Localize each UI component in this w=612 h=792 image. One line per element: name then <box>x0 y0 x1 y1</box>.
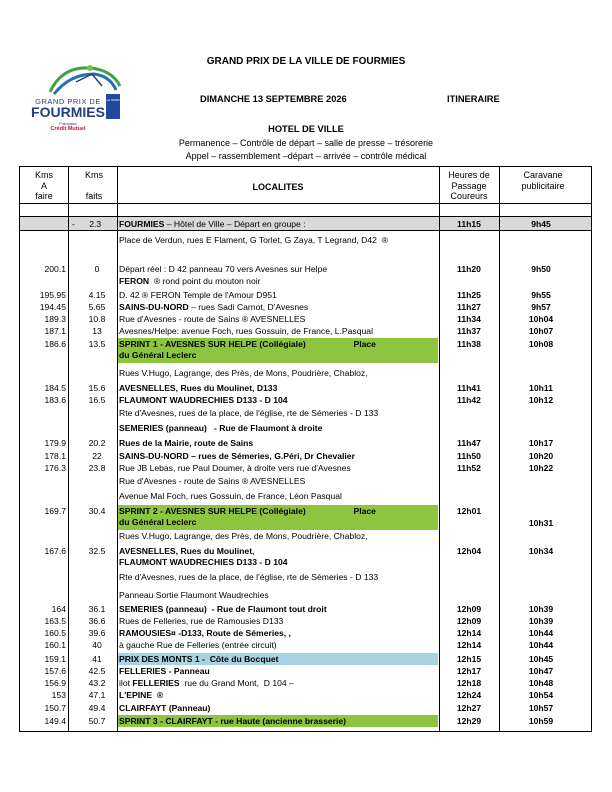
kms-a-faire-cell: 160.5 <box>44 628 66 638</box>
header-heures <box>440 170 498 202</box>
kms-a-faire-cell: 153 <box>51 690 66 700</box>
localite-cell <box>119 395 458 405</box>
passage-time-cell: 12h29 <box>456 716 482 726</box>
localite-cell <box>119 302 458 312</box>
header-kms-a-faire-1: Kms <box>35 170 53 180</box>
passage-time-cell: 12h15 <box>456 654 482 664</box>
localite-text: Rues de Felleries, rue de Ramousies D133 <box>119 616 284 626</box>
localite-cell <box>119 408 458 418</box>
kms-faits-cell: 41 <box>92 654 102 664</box>
kms-faits-cell: 43.2 <box>88 678 106 688</box>
passage-time-cell: 12h18 <box>456 678 482 688</box>
kms-a-faire-cell: 159.1 <box>44 654 66 664</box>
localite-text: FERON <box>119 276 150 286</box>
kms-a-faire-cell: 200.1 <box>44 264 66 274</box>
localite-text: SAINS-DU-NORD – rues de Sémeries, G.Péri, Dr Chevalier <box>119 451 355 461</box>
kms-faits-cell: - 2.3 <box>72 219 102 229</box>
caravane-time-cell: 10h59 <box>528 716 554 726</box>
localite-cell <box>119 604 458 614</box>
caravane-time-cell: 10h08 <box>528 339 554 349</box>
kms-faits-cell: 20.2 <box>88 438 106 448</box>
caravane-time-cell: 10h39 <box>528 604 554 614</box>
caravane-time-cell: 10h47 <box>528 666 554 676</box>
localite-text: ® rond point du mouton noir <box>149 276 261 286</box>
passage-time-cell: 12h24 <box>456 690 482 700</box>
header-kms-a-faire <box>20 170 68 202</box>
localite-cell <box>119 572 458 582</box>
localite-cell <box>119 678 458 688</box>
kms-a-faire-cell: 178.1 <box>44 451 66 461</box>
hotel-heading: HOTEL DE VILLE <box>268 124 344 134</box>
passage-time-cell: 11h50 <box>457 451 481 461</box>
header-caravane-2: publicitaire <box>521 180 565 191</box>
localite-cell <box>119 290 458 300</box>
localite-text: Rues V.Hugo, Lagrange, des Près, de Mons, Poudrière, Chabloz, <box>119 531 368 541</box>
kms-faits-cell: 32.5 <box>88 546 106 556</box>
localite-text: Avesnes/Helpe: avenue Foch, rues Gossuin, de France, L.Pasqual <box>119 326 373 336</box>
kms-faits-cell: 4.15 <box>88 290 106 300</box>
kms-a-faire-cell: 184.5 <box>44 383 66 393</box>
caravane-time-cell: 10h11 <box>529 383 553 393</box>
localite-text: Départ réel : D 42 panneau 70 vers Avesnes sur Helpe <box>119 264 328 274</box>
kms-faits-cell: 5.65 <box>88 302 106 312</box>
caravane-time-cell: 9h55 <box>531 290 551 300</box>
kms-a-faire-cell: 189.3 <box>44 314 66 324</box>
kms-faits-cell: 47.1 <box>88 690 106 700</box>
localite-text: Rues V.Hugo, Lagrange, des Près, de Mons, Poudrière, Chabloz, <box>119 368 368 378</box>
kms-a-faire-cell: 195.95 <box>39 290 66 300</box>
kms-faits-cell: 15.6 <box>88 383 106 393</box>
localite-text: Place de Verdun, rues E Flament, G Torlet, G Zaya, T Legrand, D42 ® <box>119 235 389 245</box>
col-divider-1 <box>68 166 69 732</box>
race-date: DIMANCHE 13 SEPTEMBRE 2026 <box>200 94 347 104</box>
localite-cell <box>119 640 458 650</box>
localite-cell <box>119 703 458 713</box>
localite-text: SPRINT 1 - AVESNES SUR HELPE (Collégiale) Place <box>119 339 376 349</box>
caravane-time-cell: 10h22 <box>528 463 554 473</box>
localite-text: PRIX DES MONTS 1 - Côte du Bocquet <box>119 654 279 664</box>
caravane-time-cell: 10h20 <box>528 451 554 461</box>
kms-a-faire-cell: 164 <box>51 604 66 614</box>
passage-time-cell: 12h01 <box>456 506 482 516</box>
localite-text: – rues Sadi Carnot, D'Avesnes <box>188 302 309 312</box>
start-divider <box>19 216 592 217</box>
passage-time-cell: 12h09 <box>456 616 482 626</box>
header-kms-a-faire-2: A <box>40 180 47 191</box>
caravane-time-cell: 10h34 <box>528 546 554 556</box>
kms-a-faire-cell: 160.1 <box>44 640 66 650</box>
localite-cell <box>119 666 458 676</box>
col-divider-2 <box>117 166 118 732</box>
kms-faits-cell: 50.7 <box>88 716 106 726</box>
logo-text-small: Française <box>59 121 77 126</box>
passage-time-cell: 11h20 <box>457 264 481 274</box>
caravane-time-cell: 10h57 <box>528 703 554 713</box>
localite-text: Rue JB Lebas, rue Paul Doumer, à droite vers rue d'Avesnes <box>119 463 351 473</box>
kms-a-faire-cell: 157.6 <box>44 666 66 676</box>
passage-time-cell: 11h47 <box>457 438 481 448</box>
logo-text-main: FOURMIES <box>31 104 105 120</box>
logo-badge <box>106 94 120 119</box>
kms-a-faire-cell: 176.3 <box>44 463 66 473</box>
kms-faits-cell: 16.5 <box>88 395 106 405</box>
caravane-time-cell: 10h12 <box>528 395 554 405</box>
localite-cell <box>119 235 458 245</box>
kms-faits-cell: 10.8 <box>88 314 106 324</box>
localite-cell <box>119 314 458 324</box>
localite-text: FLAUMONT WAUDRECHIES D133 - D 104 <box>119 395 288 405</box>
kms-faits-cell: 22 <box>92 451 102 461</box>
localite-text: AVESNELLES, Rues du Moulinet, D133 <box>119 383 278 393</box>
localite-cell <box>119 628 458 638</box>
caravane-time-cell: 10h17 <box>528 438 554 448</box>
localite-text: L'EPINE ® <box>119 690 164 700</box>
localite-text: Rte d'Avesnes, rues de la place, de l'église, rte de Sémeries - D 133 <box>119 408 379 418</box>
localite-text: FOURMIES <box>119 219 165 229</box>
localite-cell <box>119 531 458 541</box>
header-caravane-1: Caravane <box>523 170 563 180</box>
itinerary-label: ITINERAIRE <box>447 94 500 104</box>
localite-cell <box>119 506 458 527</box>
localite-text: FELLERIES <box>132 678 180 688</box>
localite-text: SPRINT 2 - AVESNES SUR HELPE (Collégiale) Place <box>119 506 376 516</box>
localite-cell <box>119 264 458 274</box>
document-title: GRAND PRIX DE LA VILLE DE FOURMIES <box>206 56 406 67</box>
passage-time-cell: 12h27 <box>456 703 482 713</box>
localite-cell <box>119 654 458 664</box>
kms-a-faire-cell: 149.4 <box>44 716 66 726</box>
caravane-time-cell: 10h04 <box>528 314 554 324</box>
localite-text: SEMERIES (panneau) - Rue de Flaumont tout droit <box>119 604 327 614</box>
logo-sponsor: Crédit Mutuel <box>50 126 86 132</box>
row-divider <box>19 230 592 231</box>
localite-text: Rue d'Avesnes - route de Sains ® AVESNELLES <box>119 314 306 324</box>
kms-a-faire-cell: 167.6 <box>44 546 66 556</box>
localite-text: – Hôtel de Ville – Départ en groupe : <box>164 219 306 229</box>
passage-time-cell: 11h37 <box>457 326 481 336</box>
localite-text: CLAIRFAYT (Panneau) <box>119 703 211 713</box>
localite-cell <box>119 326 458 336</box>
localite-text: AVESNELLES, Rues du Moulinet, <box>119 546 255 556</box>
localite-cell <box>119 590 458 600</box>
localite-cell <box>119 339 458 360</box>
passage-time-cell: 12h14 <box>456 640 482 650</box>
caravane-time-cell: 10h54 <box>528 690 554 700</box>
hotel-services-1: Permanence – Contrôle de départ – salle de presse – trésorerie <box>178 138 434 148</box>
passage-time-cell: 11h25 <box>457 290 481 300</box>
localite-cell <box>119 491 458 501</box>
localite-text: FELLERIES - Panneau <box>119 666 210 676</box>
caravane-time-cell: 10h39 <box>528 616 554 626</box>
kms-faits-cell: 0 <box>94 264 100 274</box>
header-kms-a-faire-3: faire <box>35 191 53 201</box>
header-heures-1: Heures de <box>448 170 490 180</box>
logo-text-top: GRAND PRIX DE <box>35 97 101 106</box>
header-caravane <box>502 170 584 191</box>
caravane-time-cell: 9h45 <box>531 219 551 229</box>
kms-a-faire-cell: 183.6 <box>44 395 66 405</box>
localite-cell <box>119 690 458 700</box>
localite-cell <box>119 276 458 286</box>
header-heures-2: Passage <box>451 180 487 191</box>
localite-text: Rues de la Mairie, route de Sains <box>119 438 254 448</box>
localite-cell <box>119 476 458 486</box>
localite-text: SPRINT 3 - CLAIRFAYT - rue Haute (ancienne brasserie) <box>119 716 346 726</box>
kms-a-faire-cell: 150.7 <box>44 703 66 713</box>
kms-a-faire-cell: 156.9 <box>44 678 66 688</box>
kms-a-faire-cell: 163.5 <box>44 616 66 626</box>
localite-cell <box>119 463 458 473</box>
localite-text: D. 42 ® FERON Temple de l'Amour D951 <box>119 290 277 300</box>
passage-time-cell: 11h52 <box>457 463 481 473</box>
localite-cell <box>119 438 458 448</box>
localite-text: Rte d'Avesnes, rues de la place, de l'église, rte de Sémeries - D 133 <box>119 572 379 582</box>
kms-faits-cell: 42.5 <box>88 666 106 676</box>
localite-cell <box>119 423 458 433</box>
passage-time-cell: 11h41 <box>457 383 481 393</box>
kms-faits-cell: 49.4 <box>88 703 106 713</box>
localite-text: à gauche Rue de Felleries (entrée circuit) <box>119 640 277 650</box>
localite-text: Rue d'Avesnes - route de Sains ® AVESNELLES <box>119 476 306 486</box>
localite-text-line2: du Général Leclerc <box>119 517 197 527</box>
caravane-time-cell: 10h44 <box>528 628 554 638</box>
localite-text: Avenue Mal Foch, rues Gossuin, de France, Léon Pasqual <box>119 491 342 501</box>
passage-time-cell: 12h14 <box>456 628 482 638</box>
localite-cell <box>119 383 458 393</box>
col-divider-3 <box>439 166 440 732</box>
kms-faits-cell: 39.6 <box>88 628 106 638</box>
localite-cell <box>119 368 458 378</box>
passage-time-cell: 12h17 <box>456 666 482 676</box>
localite-text-line2: FLAUMONT WAUDRECHIES D133 - D 104 <box>119 557 288 567</box>
header-localites: LOCALITES <box>252 182 304 192</box>
localite-cell <box>119 716 458 726</box>
localite-text: RAMOUSIES¤ -D133, Route de Sémeries, , <box>119 628 291 638</box>
localite-text-line2: du Général Leclerc <box>119 350 197 360</box>
hotel-services-2: Appel – rassemblement –départ – arrivée – contrôle médical <box>185 151 427 161</box>
kms-a-faire-cell: 186.6 <box>44 339 66 349</box>
localite-cell <box>119 616 458 626</box>
passage-time-cell: 11h42 <box>457 395 481 405</box>
header-kms-faits-1: Kms <box>85 170 103 180</box>
kms-faits-cell: 13.5 <box>88 339 106 349</box>
localite-cell <box>119 219 458 229</box>
passage-time-cell: 12h04 <box>456 546 482 556</box>
header-heures-3: Coureurs <box>450 191 488 201</box>
caravane-time-cell: 10h45 <box>528 654 554 664</box>
col-divider-4 <box>499 166 500 732</box>
localite-cell <box>119 451 458 461</box>
kms-faits-cell: 30.4 <box>88 506 106 516</box>
caravane-time-cell: 10h44 <box>528 640 554 650</box>
localite-text: SEMERIES (panneau) - Rue de Flaumont à droite <box>119 423 323 433</box>
localite-text: SAINS-DU-NORD <box>119 302 189 312</box>
logo-badge-text: LE NORD <box>106 98 120 102</box>
passage-time-cell: 12h09 <box>456 604 482 614</box>
localite-cell <box>119 546 458 567</box>
passage-time-cell: 11h15 <box>457 219 481 229</box>
kms-a-faire-cell: 179.9 <box>44 438 66 448</box>
caravane-time-cell: 10h31 <box>528 518 554 528</box>
header-kms-faits-2: faits <box>85 190 103 201</box>
caravane-time-cell: 9h50 <box>531 264 551 274</box>
passage-time-cell: 11h27 <box>457 302 481 312</box>
caravane-time-cell: 10h48 <box>528 678 554 688</box>
kms-faits-cell: 40 <box>92 640 102 650</box>
localite-text: rue du Grand Mont, D 104 – <box>179 678 294 688</box>
kms-a-faire-cell: 194.45 <box>39 302 66 312</box>
kms-a-faire-cell: 187.1 <box>44 326 66 336</box>
localite-text: Panneau Sortie Flaumont Waudrechies <box>119 590 269 600</box>
passage-time-cell: 11h38 <box>457 339 481 349</box>
kms-faits-cell: 36.6 <box>88 616 106 626</box>
passage-time-cell: 11h34 <box>457 314 481 324</box>
kms-faits-cell: 13 <box>92 326 102 336</box>
kms-a-faire-cell: 169.7 <box>44 506 66 516</box>
localite-text: ilot <box>119 678 133 688</box>
header-divider <box>19 203 592 204</box>
kms-faits-cell: 23.8 <box>88 463 106 473</box>
header-kms-faits <box>70 170 118 201</box>
caravane-time-cell: 9h57 <box>531 302 551 312</box>
kms-faits-cell: 36.1 <box>88 604 106 614</box>
caravane-time-cell: 10h07 <box>528 326 554 336</box>
